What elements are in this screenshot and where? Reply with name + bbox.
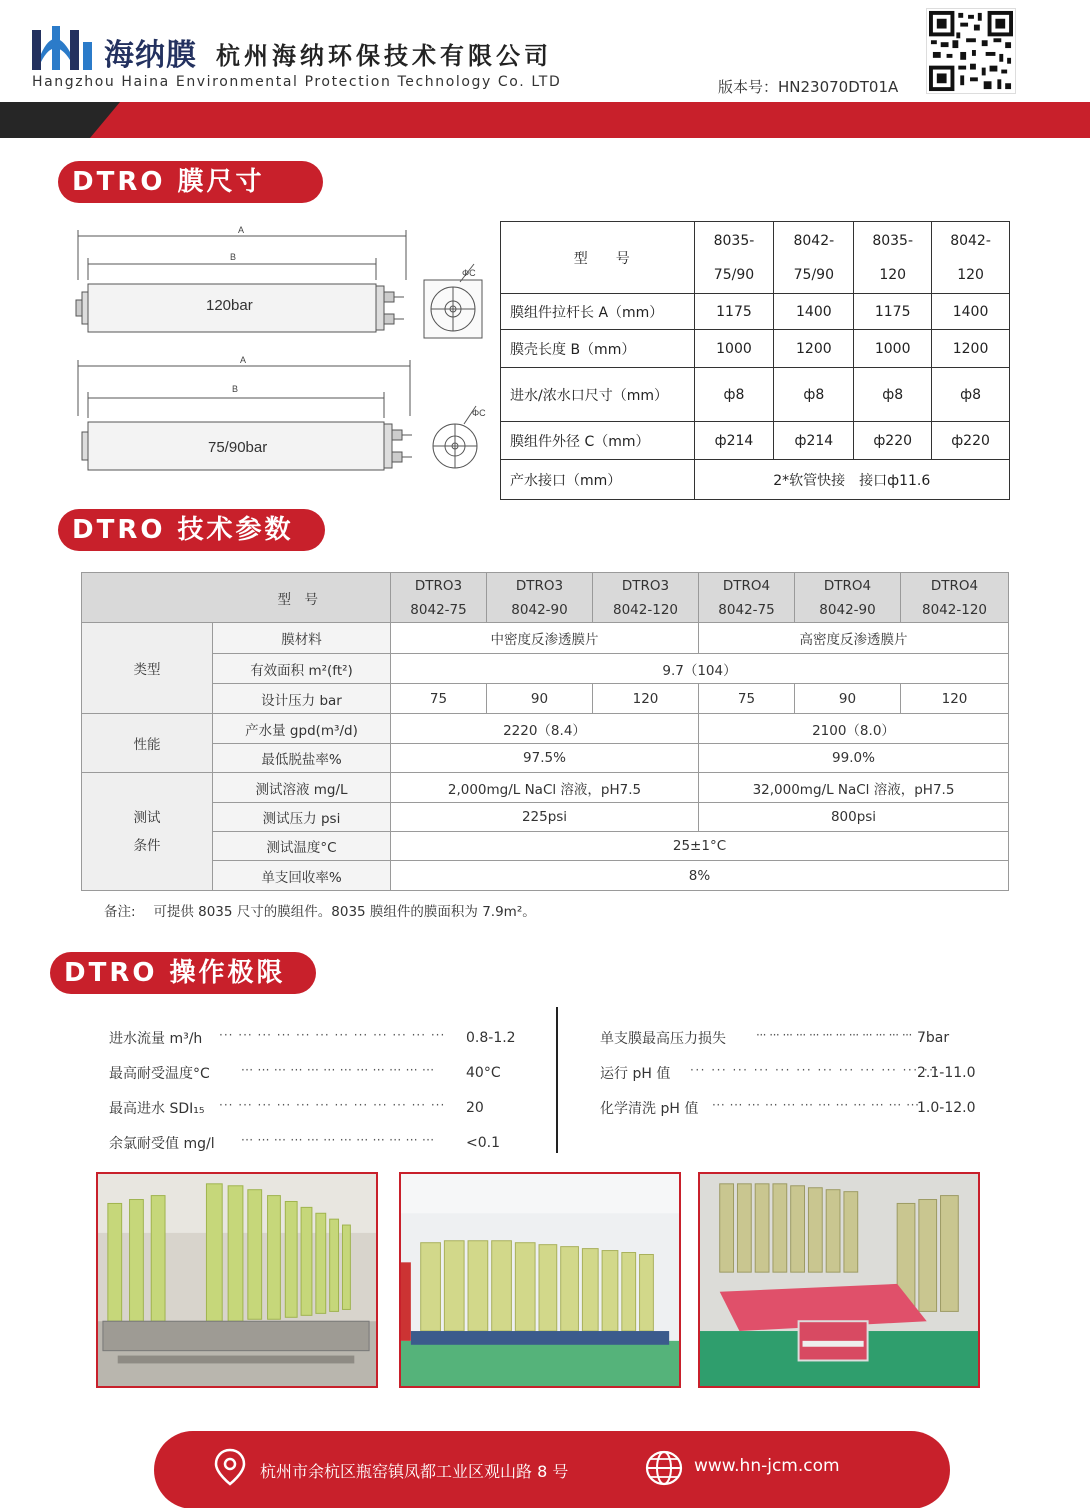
limit-left-2: 最高耐受温度°C ··· ··· ··· ··· ··· ··· ··· ··· ··· ··· ··· ··· 40°C bbox=[109, 1063, 501, 1082]
size-row-outlet: 产水接口（mm） 2*软管快接 接口ф11.6 bbox=[501, 460, 1010, 500]
installation-photo-1 bbox=[96, 1172, 378, 1388]
dim-label-b-top: B bbox=[230, 252, 237, 262]
installation-photo-2 bbox=[399, 1172, 681, 1388]
limit-left-1: 进水流量 m³/h ··· ··· ··· ··· ··· ··· ··· ··· ··· ··· ··· ··· 0.8-1.2 bbox=[109, 1028, 516, 1047]
dim-label-b-bottom: B bbox=[232, 384, 239, 394]
tech-parameters-table: 型 号 DTRO3 8042-75 DTRO3 8042-90 DTRO3 8042-120 DTRO4 8042-75 DTRO4 8042-90 DTRO4 8042-120 类型 膜材料 中密度反渗透膜片 高密度反渗透膜片 有效面积 m²(ft²) 9.7（104） 设计压力 bar 75 90 120 75 90 120 性能 产水量 gpd(m³/d) 2220（8.4） 2100（8.0） 最低脱盐率% 97.5% 99.0% 测试 条件 测试溶液 mg/L 2,000mg/L NaCl 溶液，pH7.5 32,000mg/L NaCl 溶液，pH7.5 测试压力 psi 225psi 800psi 测试温度°C 25±1°C 单支回收率% 8% bbox=[81, 572, 1009, 891]
tech-item-flow: 产水量 gpd(m³/d) bbox=[213, 714, 391, 744]
tech-group-performance: 性能 bbox=[82, 714, 213, 773]
dim-label-a-top: A bbox=[238, 225, 245, 235]
section-title-tech: DTRO 技术参数 bbox=[58, 509, 325, 551]
limit-right-3: 化学清洗 pH 值 ··· ··· ··· ··· ··· ··· ··· ··· ··· ··· ··· ··· 1.0-12.0 bbox=[600, 1098, 976, 1117]
company-name-en: Hangzhou Haina Environmental Protection Technology Co. LTD bbox=[32, 74, 562, 90]
tech-model-3: DTRO3 8042-120 bbox=[593, 573, 699, 623]
size-model-1: 8035- 75/90 bbox=[694, 222, 774, 294]
globe-icon bbox=[644, 1449, 684, 1487]
limit-left-3: 最高进水 SDI₁₅ ··· ··· ··· ··· ··· ··· ··· ··· ··· ··· ··· ··· 20 bbox=[109, 1098, 484, 1117]
tech-item-rejection: 最低脱盐率% bbox=[213, 744, 391, 773]
pressure-label-120bar: 120bar bbox=[206, 297, 253, 314]
tech-model-1: DTRO3 8042-75 bbox=[391, 573, 487, 623]
header-banner bbox=[0, 102, 1090, 138]
tech-group-test: 测试 条件 bbox=[82, 773, 213, 891]
dim-label-c-bottom: ΦC bbox=[472, 408, 486, 418]
pressure-label-7590bar: 75/90bar bbox=[208, 439, 268, 456]
tech-model-header: 型 号 bbox=[82, 573, 391, 623]
limit-right-2: 运行 pH 值 ··· ··· ··· ··· ··· ··· ··· ··· ··· ··· ··· ··· 2.1-11.0 bbox=[600, 1063, 976, 1082]
size-model-3: 8035- 120 bbox=[854, 222, 932, 294]
size-table bbox=[500, 221, 1010, 500]
limits-divider bbox=[556, 1007, 558, 1153]
tech-note: 备注: 可提供 8035 尺寸的膜组件。8035 膜组件的膜面积为 7.9m²。 bbox=[104, 904, 536, 920]
footer-address: 杭州市余杭区瓶窑镇凤都工业区观山路 8 号 bbox=[260, 1462, 569, 1481]
brand-name: 海纳膜 bbox=[104, 38, 197, 73]
limit-right-1: 单支膜最高压力损失 ··· ··· ··· ··· ··· ··· ··· ··· ··· ··· ··· ··· 7bar bbox=[600, 1028, 950, 1047]
tech-item-material: 膜材料 bbox=[213, 623, 391, 654]
tech-model-5: DTRO4 8042-90 bbox=[795, 573, 901, 623]
qr-code-icon[interactable] bbox=[926, 8, 1016, 94]
tech-item-area: 有效面积 m²(ft²) bbox=[213, 654, 391, 684]
tech-model-6: DTRO4 8042-120 bbox=[901, 573, 1009, 623]
tech-item-test-pressure: 测试压力 psi bbox=[213, 803, 391, 832]
version-number: 版本号：HN23070DT01A bbox=[718, 78, 899, 96]
size-row-rod-length: 膜组件拉杆长 A（mm） 1175 1400 1175 1400 bbox=[501, 294, 1010, 330]
size-row-outer-diameter: 膜组件外径 C（mm） ф214 ф214 ф220 ф220 bbox=[501, 422, 1010, 460]
company-logo-icon bbox=[30, 24, 96, 72]
tech-item-temperature: 测试温度°C bbox=[213, 832, 391, 861]
tech-model-2: DTRO3 8042-90 bbox=[487, 573, 593, 623]
dim-label-c-top: ΦC bbox=[462, 268, 476, 278]
section-title-size: DTRO 膜尺寸 bbox=[58, 161, 323, 203]
size-row-port-size: 进水/浓水口尺寸（mm） ф8 ф8 ф8 ф8 bbox=[501, 368, 1010, 422]
size-row-shell-length: 膜壳长度 B（mm） 1000 1200 1000 1200 bbox=[501, 330, 1010, 368]
tech-group-type: 类型 bbox=[82, 623, 213, 714]
tech-item-solution: 测试溶液 mg/L bbox=[213, 773, 391, 803]
section-title-limits: DTRO 操作极限 bbox=[50, 952, 316, 994]
location-pin-icon bbox=[212, 1447, 248, 1487]
dim-label-a-bottom: A bbox=[240, 355, 247, 365]
tech-item-pressure: 设计压力 bar bbox=[213, 684, 391, 714]
limit-left-4: 余氯耐受值 mg/l ··· ··· ··· ··· ··· ··· ··· ··· ··· ··· ··· ··· <0.1 bbox=[109, 1133, 500, 1152]
tech-item-recovery: 单支回收率% bbox=[213, 861, 391, 891]
size-model-4: 8042- 120 bbox=[932, 222, 1010, 294]
size-model-2: 8042- 75/90 bbox=[774, 222, 854, 294]
size-table-model-header: 型 号 bbox=[501, 222, 695, 294]
membrane-dimension-drawing bbox=[60, 220, 490, 480]
footer-website[interactable]: www.hn-jcm.com bbox=[694, 1456, 840, 1476]
footer-bar bbox=[154, 1431, 950, 1508]
tech-model-4: DTRO4 8042-75 bbox=[699, 573, 795, 623]
installation-photo-3 bbox=[698, 1172, 980, 1388]
company-name-cn: 杭州海纳环保技术有限公司 bbox=[216, 42, 552, 70]
